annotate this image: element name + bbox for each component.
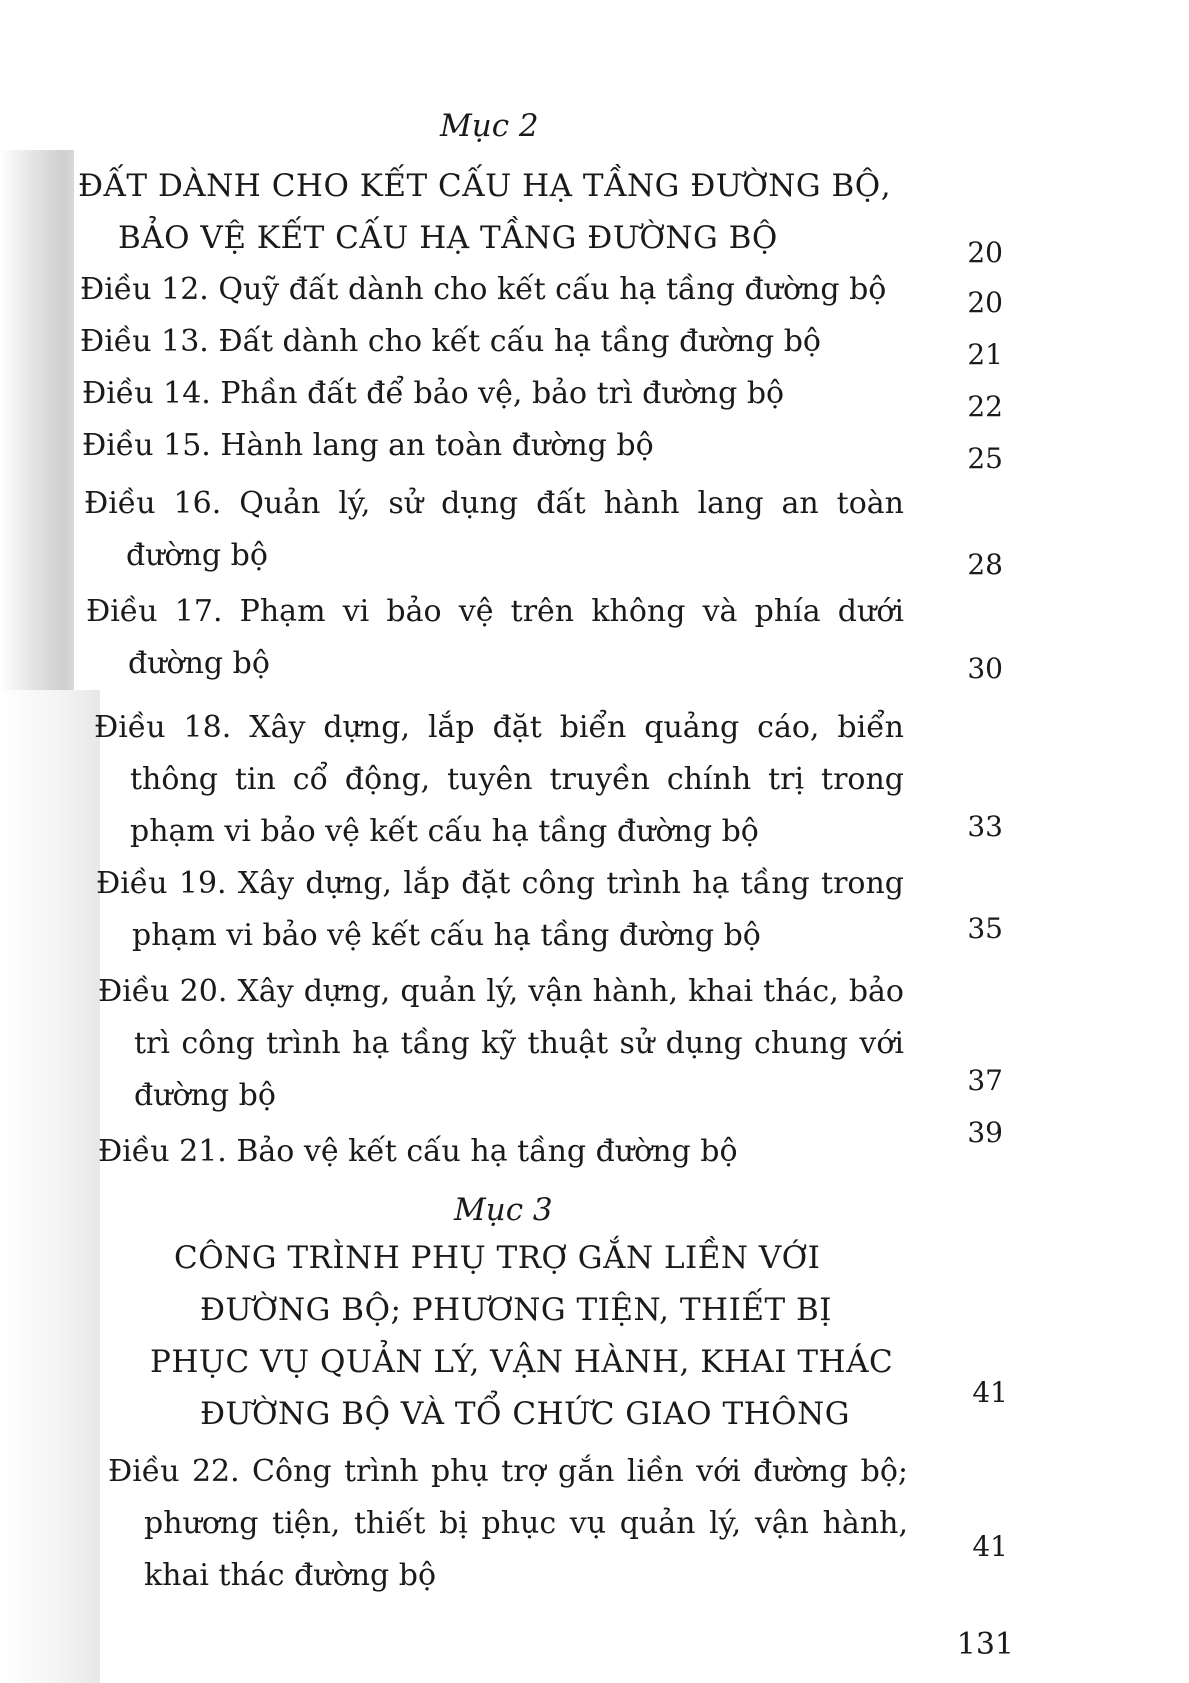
toc-entry: Điều 20. Xây dựng, quản lý, vận hành, khai thác, bảo bbox=[98, 974, 904, 1009]
section-title-line: CÔNG TRÌNH PHỤ TRỢ GẮN LIỀN VỚI bbox=[174, 1240, 821, 1276]
toc-entry: Điều 16. Quản lý, sử dụng đất hành lang an toàn bbox=[84, 486, 904, 521]
toc-entry: Điều 13. Đất dành cho kết cấu hạ tầng đường bộ bbox=[80, 324, 821, 359]
toc-entry-cont: phương tiện, thiết bị phục vụ quản lý, vận hành, bbox=[144, 1506, 908, 1541]
toc-entry: Điều 17. Phạm vi bảo vệ trên không và phía dưới bbox=[86, 594, 904, 629]
toc-entry-cont: trì công trình hạ tầng kỹ thuật sử dụng chung với bbox=[134, 1026, 904, 1061]
toc-entry: Điều 18. Xây dựng, lắp đặt biển quảng cáo, biển bbox=[94, 710, 904, 745]
section-title-line: PHỤC VỤ QUẢN LÝ, VẬN HÀNH, KHAI THÁC bbox=[150, 1344, 894, 1380]
toc-entry: Điều 21. Bảo vệ kết cấu hạ tầng đường bộ bbox=[98, 1134, 738, 1169]
page-ref: 21 bbox=[967, 338, 1003, 371]
page-gutter-shadow bbox=[0, 150, 74, 690]
section-title-line: BẢO VỆ KẾT CẤU HẠ TẦNG ĐƯỜNG BỘ bbox=[118, 220, 778, 256]
page-ref: 30 bbox=[967, 652, 1003, 685]
page-ref: 33 bbox=[967, 810, 1003, 843]
section-title-line: ĐƯỜNG BỘ VÀ TỔ CHỨC GIAO THÔNG bbox=[200, 1396, 850, 1432]
toc-entry-cont: đường bộ bbox=[134, 1078, 276, 1113]
page-number: 131 bbox=[956, 1627, 1014, 1662]
page-ref: 37 bbox=[967, 1064, 1003, 1097]
page-ref: 25 bbox=[967, 442, 1003, 475]
toc-entry: Điều 22. Công trình phụ trợ gắn liền với đường bộ; bbox=[108, 1454, 908, 1489]
page-ref: 20 bbox=[967, 286, 1003, 319]
toc-entry: Điều 19. Xây dựng, lắp đặt công trình hạ tầng trong bbox=[96, 866, 904, 901]
section-label: Mục 3 bbox=[454, 1192, 553, 1228]
toc-entry-cont: đường bộ bbox=[128, 646, 270, 681]
toc-entry-cont: thông tin cổ động, tuyên truyền chính trị trong bbox=[130, 762, 904, 797]
section-title-line: ĐƯỜNG BỘ; PHƯƠNG TIỆN, THIẾT BỊ bbox=[200, 1292, 833, 1328]
section-label: Mục 2 bbox=[440, 108, 539, 144]
toc-entry: Điều 15. Hành lang an toàn đường bộ bbox=[82, 428, 654, 463]
page-ref: 41 bbox=[972, 1530, 1008, 1563]
toc-entry-cont: phạm vi bảo vệ kết cấu hạ tầng đường bộ bbox=[132, 918, 761, 953]
page-ref: 20 bbox=[967, 236, 1003, 269]
page-ref: 35 bbox=[967, 912, 1003, 945]
section-title-line: ĐẤT DÀNH CHO KẾT CẤU HẠ TẦNG ĐƯỜNG BỘ, bbox=[78, 168, 892, 204]
page-ref: 22 bbox=[967, 390, 1003, 423]
toc-entry-cont: khai thác đường bộ bbox=[144, 1558, 437, 1593]
toc-entry: Điều 12. Quỹ đất dành cho kết cấu hạ tầng đường bộ bbox=[80, 272, 887, 307]
page-ref: 39 bbox=[967, 1116, 1003, 1149]
page-ref: 41 bbox=[972, 1376, 1008, 1409]
page-ref: 28 bbox=[967, 548, 1003, 581]
toc-entry-cont: đường bộ bbox=[126, 538, 268, 573]
page-gutter-shadow-lower bbox=[0, 690, 100, 1683]
toc-entry: Điều 14. Phần đất để bảo vệ, bảo trì đường bộ bbox=[82, 376, 785, 411]
toc-entry-cont: phạm vi bảo vệ kết cấu hạ tầng đường bộ bbox=[130, 814, 759, 849]
